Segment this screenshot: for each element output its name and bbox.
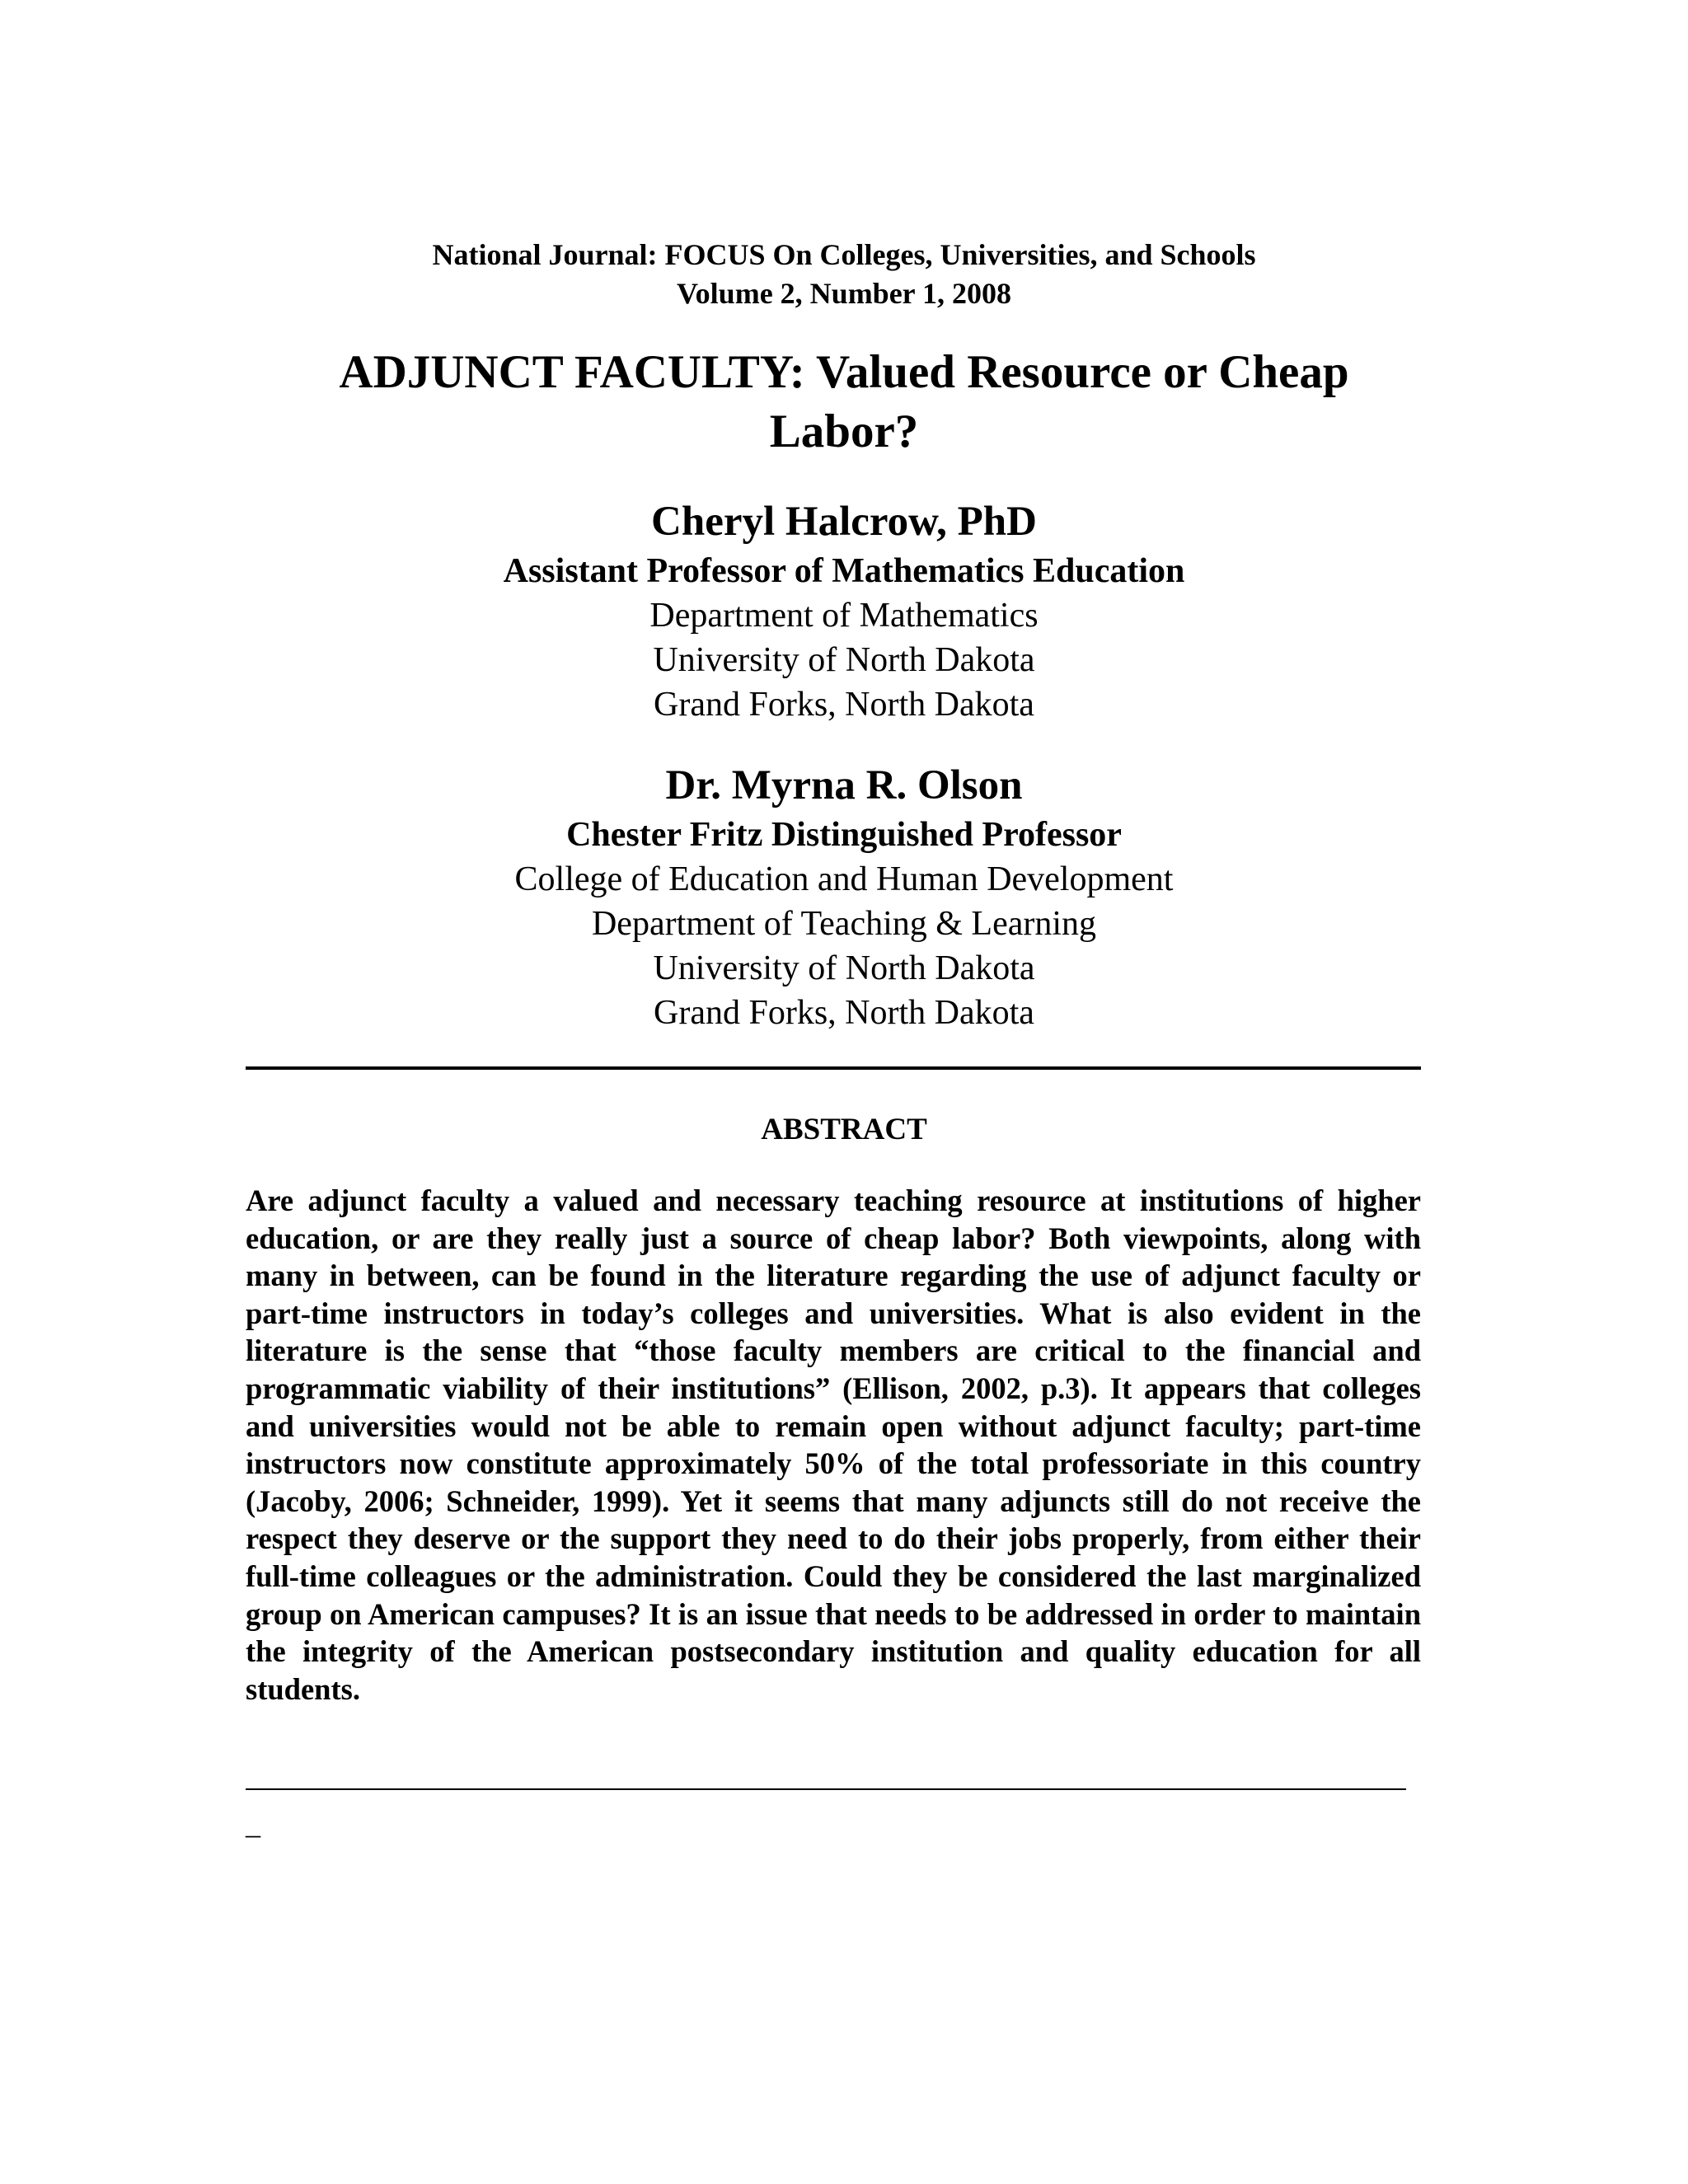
author-department: Department of Teaching & Learning — [591, 905, 1097, 943]
author-university: University of North Dakota — [653, 949, 1035, 987]
author-block-halcrow — [0, 494, 1688, 727]
section-divider — [246, 1066, 1421, 1070]
journal-volume: Volume 2, Number 1, 2008 — [676, 277, 1012, 310]
abstract-heading: ABSTRACT — [761, 1113, 927, 1146]
abstract-text: Are adjunct faculty a valued and necessary teaching resource at institutions of higher education, or are they really just a source of cheap labor? Both viewpoints, along with many in between, can be found in the literature regarding the use of adjunct faculty or part-time instructors in today’s colleges and universities. What is also evident in the literature is the sense that “those faculty members are critical to the financial and programmatic viability of their institutions” (Ellison, 2002, p.3). It appears that colleges and universities would not be able to remain open without adjunct faculty; part-time instructors now constitute approximately 50% of the total professoriate in this country (Jacoby, 2006; Schneider, 1999). Yet it seems that many adjuncts still do not receive the respect they deserve or the support they need to do their jobs properly, from either their full-time colleagues or the administration. Could they be considered the last marginalized group on American campuses? It is an issue that needs to be addressed in order to maintain the integrity of the American postsecondary institution and quality education for all students. — [246, 1183, 1421, 1706]
paper-title-line-2: Labor? — [769, 405, 919, 457]
author-title: Chester Fritz Distinguished Professor — [566, 816, 1122, 854]
author-name: Dr. Myrna R. Olson — [665, 762, 1023, 808]
footer-divider — [246, 1788, 1406, 1790]
paper-title-line-1: ADJUNCT FACULTY: Valued Resource or Cheap — [339, 346, 1349, 398]
author-college: College of Education and Human Development — [514, 860, 1174, 898]
author-department: Department of Mathematics — [649, 597, 1039, 635]
journal-name: National Journal: FOCUS On Colleges, Universities, and Schools — [432, 238, 1256, 271]
author-name: Cheryl Halcrow, PhD — [651, 499, 1037, 545]
trailing-underscore: _ — [246, 1807, 260, 1840]
author-location: Grand Forks, North Dakota — [654, 994, 1034, 1032]
author-title: Assistant Professor of Mathematics Education — [503, 552, 1185, 590]
paper-title — [247, 343, 1441, 462]
author-location: Grand Forks, North Dakota — [654, 686, 1034, 724]
author-block-olson — [0, 758, 1688, 1035]
author-university: University of North Dakota — [653, 641, 1035, 679]
journal-header — [0, 236, 1688, 313]
